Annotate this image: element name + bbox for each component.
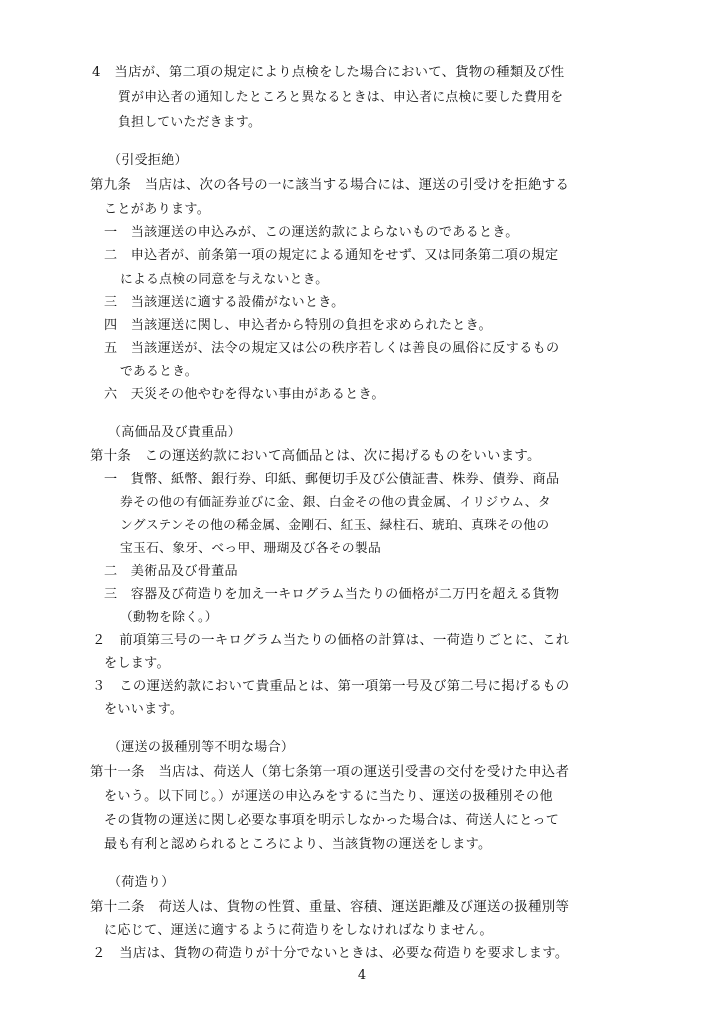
- list-item: 三 当該運送に適する設備がないとき。: [104, 295, 345, 310]
- text-line: に応じて、運送に適するように荷造りをしなければなりません。: [104, 923, 493, 938]
- text-line: 最も有利と認められるところにより、当該貨物の運送をします。: [104, 837, 492, 852]
- paragraph-line: ３ この運送約款において貴重品とは、第一項第一号及び第二号に掲げるもの: [92, 679, 570, 694]
- page-number: 4: [357, 968, 367, 983]
- text-line: をします。: [104, 656, 170, 671]
- article-line: 第十一条 当店は、荷送人（第七条第一項の運送引受書の交付を受けた申込者: [90, 765, 570, 780]
- text-line: 券その他の有価証券並びに金、銀、白金その他の貴金属、イリジウム、タ: [120, 495, 551, 510]
- list-item: 五 当該運送が、法令の規定又は公の秩序若しくは善良の風俗に反するもの: [104, 341, 560, 356]
- list-item: 三 容器及び荷造りを加え一キログラム当たりの価格が二万円を超える貨物: [104, 587, 560, 602]
- article-line: 第十二条 荷送人は、貨物の性質、重量、容積、運送距離及び運送の扱種別等: [90, 900, 570, 915]
- list-item: 四 当該運送に関し、申込者から特別の負担を求められたとき。: [104, 318, 492, 333]
- text-line: その貨物の運送に関し必要な事項を明示しなかった場合は、荷送人にとって: [104, 813, 560, 828]
- paragraph-line: ２ 当店は、貨物の荷造りが十分でないときは、必要な荷造りを要求します。: [92, 946, 569, 961]
- text-line: であるとき。: [120, 364, 198, 379]
- paragraph-line: ２ 前項第三号の一キログラム当たりの価格の計算は、一荷造りごとに、これ: [92, 633, 570, 648]
- text-line: をいいます。: [104, 702, 184, 717]
- text-line: による点検の同意を与えないとき。: [120, 272, 329, 287]
- list-item: 一 当該運送の申込みが、この運送約款によらないものであるとき。: [104, 225, 519, 240]
- list-item: 六 天災その他やむを得ない事由があるとき。: [104, 387, 385, 402]
- text-line: ことがあります。: [104, 202, 211, 217]
- text-line: 4 当店が、第二項の規定により点検をした場合において、貨物の種類及び性: [92, 65, 565, 80]
- section-heading: （荷造り）: [108, 875, 175, 890]
- section-heading: （高価品及び貴重品）: [108, 425, 242, 440]
- text-line: ングステンその他の稀金属、金剛石、紅玉、緑柱石、琥珀、真珠その他の: [120, 518, 550, 533]
- list-item: 二 申込者が、前条第一項の規定による通知をせず、又は同条第二項の規定: [104, 248, 559, 263]
- text-line: 質が申込者の通知したところと異なるときは、申込者に点検に要した費用を: [118, 90, 564, 105]
- text-line: 宝玉石、象牙、べっ甲、珊瑚及び各その製品: [120, 541, 381, 556]
- text-line: をいう。以下同じ。）が運送の申込みをするに当たり、運送の扱種別その他: [104, 789, 553, 804]
- section-heading: （引受拒絶）: [108, 153, 188, 168]
- text-line: 負担していただきます。: [118, 115, 262, 130]
- article-line: 第十条 この運送約款において高価品とは、次に掲げるものをいいます。: [90, 449, 541, 464]
- text-line: （動物を除く。）: [120, 610, 218, 625]
- list-item: 二 美術品及び骨董品: [104, 564, 238, 579]
- list-item: 一 貨幣、紙幣、銀行券、印紙、郵便切手及び公債証書、株券、債券、商品: [104, 472, 560, 487]
- article-line: 第九条 当店は、次の各号の一に該当する場合には、運送の引受けを拒絶する: [90, 178, 570, 193]
- section-heading: （運送の扱種別等不明な場合）: [108, 740, 295, 755]
